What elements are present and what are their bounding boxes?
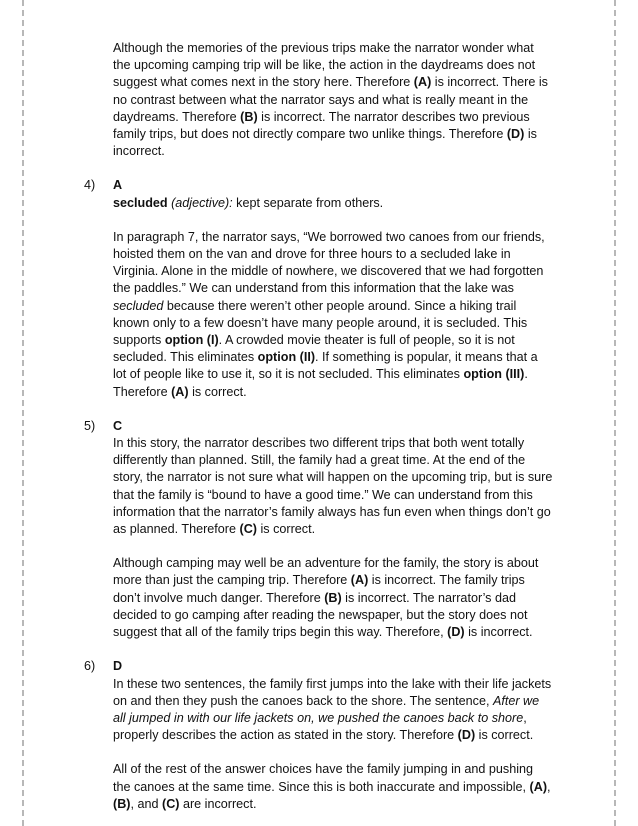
- text: is correct.: [475, 728, 534, 743]
- text: is incorrect. The narrator describes two previous family trips, but does not directly compare two unlike things. Therefore: [113, 109, 530, 142]
- text: , and: [130, 796, 162, 811]
- q5-explanation-1: [113, 435, 554, 538]
- choice-ref: (D): [457, 728, 476, 743]
- question-number: 5): [84, 418, 96, 433]
- text: In paragraph 7, the narrator says, “We borrowed two canoes from our friends, hoisted them on the van and drove for three hours to a secluded lake in Virginia. Alone in the middle of nowhere, we discovered that we had forgotten the paddles.” We can understand from this information that the lake was: [113, 229, 545, 296]
- question-5: [84, 418, 554, 641]
- q6-explanation-2: [113, 761, 554, 813]
- document-body: [84, 40, 554, 813]
- choice-ref: (A): [171, 384, 189, 399]
- text: are incorrect.: [179, 796, 257, 811]
- definition: kept separate from others.: [232, 195, 384, 210]
- choice-ref: (C): [162, 796, 180, 811]
- vocab-word: secluded: [113, 195, 168, 210]
- vocab-definition: [113, 195, 554, 212]
- choice-ref: (D): [506, 127, 525, 142]
- left-dashed-border: [22, 0, 24, 826]
- italic-quote: After we all jumped in with our life jackets on, we pushed the canoes back to shore: [113, 693, 540, 725]
- question-4: [84, 177, 554, 400]
- q3-explanation: [84, 40, 554, 160]
- text: ,: [547, 779, 551, 794]
- text: Although the memories of the previous trips make the narrator wonder what the upcoming camping trip will be like, the action in the daydreams does not suggest what comes next in the story here. Therefore: [113, 41, 536, 90]
- choice-ref: (A): [529, 779, 548, 794]
- text: Although camping may well be an adventure for the family, the story is about more than just the camping trip. Therefore: [113, 556, 539, 588]
- answer-letter: C: [113, 418, 123, 433]
- option-ref: option (III): [463, 367, 525, 382]
- choice-ref: (B): [113, 796, 131, 811]
- question-number: 6): [84, 659, 96, 674]
- text: is correct.: [256, 522, 316, 537]
- q6-explanation-1: [113, 676, 554, 745]
- answer-letter: D: [113, 659, 123, 674]
- text: . Therefore: [113, 367, 528, 399]
- option-ref: option (II): [257, 350, 316, 365]
- answer-letter: A: [113, 178, 123, 193]
- italic-term: secluded: [113, 298, 164, 313]
- text: All of the rest of the answer choices have the family jumping in and pushing the canoes at the same time. Since this is both inaccurate and impossible,: [113, 762, 534, 794]
- text: is incorrect. The narrator’s dad decided to go camping after reading the newspaper, but the story does not suggest that all of the family trips begin this way. Therefore,: [113, 590, 528, 640]
- text: In these two sentences, the family first jumps into the lake with their life jackets on and then they push the canoes back to the shore. The sentence,: [113, 676, 552, 708]
- text: , properly describes the action as stated in the story. Therefore: [113, 710, 527, 743]
- text: . If something is popular, it means that a lot of people like to use it, so it is not secluded. This eliminates: [113, 350, 538, 382]
- q4-explanation: [113, 229, 554, 401]
- choice-ref: (B): [324, 590, 342, 605]
- choice-ref: (C): [239, 522, 257, 537]
- text: is incorrect.: [113, 127, 537, 159]
- part-of-speech: (adjective):: [167, 195, 233, 210]
- choice-ref: (B): [240, 109, 258, 124]
- choice-ref: (A): [413, 75, 432, 90]
- q5-explanation-2: [113, 555, 554, 641]
- text: In this story, the narrator describes two different trips that both went totally differently than planned. Still, the family had a great time. At the end of the story, the narrator is not sure what will happen on the upcoming trip, but is sure that the family is “bound to have a good time.” We can understand from this information that the narrator’s family always has fun even when things don’t go as planned. Therefore: [113, 436, 553, 537]
- text: because there weren’t other people around. Since a hiking trail known only to a few doesn’t have many people around, it is secluded. This supports: [113, 298, 528, 348]
- question-number: 4): [84, 178, 96, 193]
- choice-ref: (A): [350, 573, 369, 588]
- text: is incorrect. The family trips don’t involve much danger. Therefore: [113, 573, 525, 605]
- text: is incorrect.: [464, 625, 533, 640]
- right-dashed-border: [614, 0, 616, 826]
- text: is correct.: [188, 384, 247, 399]
- text: is incorrect. There is no contrast between what the narrator says and what is really meant in the daydreams. Therefore: [113, 75, 548, 124]
- choice-ref: (D): [447, 625, 465, 640]
- option-ref: option (I): [164, 333, 219, 348]
- question-6: [84, 658, 554, 813]
- text: . A crowded movie theater is full of people, so it is not secluded. This eliminates: [113, 333, 515, 365]
